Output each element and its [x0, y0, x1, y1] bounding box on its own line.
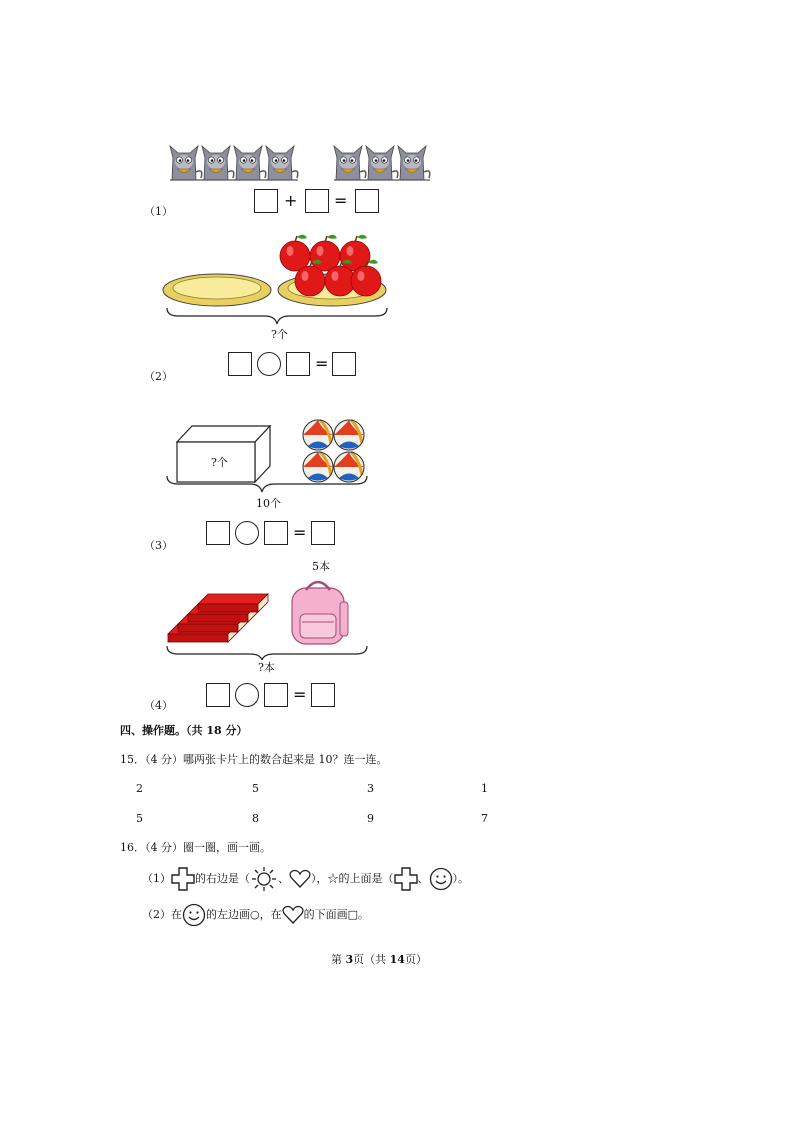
- answer-box[interactable]: [311, 521, 335, 545]
- card-number[interactable]: 1: [481, 782, 488, 795]
- sub-label: （1）: [142, 872, 171, 885]
- backpack-count-label: 5本: [312, 560, 330, 573]
- answer-box[interactable]: [206, 683, 230, 707]
- answer-box[interactable]: [228, 352, 252, 376]
- plates-apples-illustration: [160, 226, 400, 326]
- cross-icon: [171, 867, 195, 891]
- problem-3-label: （3）: [144, 539, 173, 552]
- problem-1-label: （1）: [144, 205, 173, 218]
- answer-box[interactable]: [305, 189, 329, 213]
- answer-box[interactable]: [355, 189, 379, 213]
- total-ten-label: 10个: [256, 497, 281, 510]
- total-books-unknown-label: ?本: [258, 661, 275, 674]
- page-footer: 第 3页（共 14页）: [331, 953, 427, 966]
- card-number[interactable]: 3: [367, 782, 374, 795]
- box-unknown-label: ?个: [211, 456, 228, 469]
- card-number[interactable]: 8: [252, 812, 259, 825]
- card-number[interactable]: 2: [136, 782, 143, 795]
- books-backpack-illustration: [160, 576, 380, 660]
- equals-sign: =: [334, 191, 348, 210]
- answer-box[interactable]: [206, 521, 230, 545]
- page-total: 14: [389, 953, 405, 966]
- equals-sign: =: [315, 354, 329, 373]
- box-balls-illustration: [160, 414, 380, 500]
- smiley-icon: [429, 867, 453, 891]
- answer-box[interactable]: [254, 189, 278, 213]
- equals-sign: =: [293, 685, 307, 704]
- answer-box[interactable]: [264, 683, 288, 707]
- cats-illustration: [160, 140, 440, 184]
- question-15-text: 15．（4 分）哪两张卡片上的数合起来是 10？连一连。: [120, 753, 388, 766]
- answer-box[interactable]: [332, 352, 356, 376]
- section-heading: 四、操作题。（共 18 分）: [120, 724, 248, 737]
- card-number[interactable]: 5: [136, 812, 143, 825]
- answer-box[interactable]: [286, 352, 310, 376]
- question-16-line-2: （2）在 的左边画○，在 的下面画□。: [142, 902, 369, 928]
- answer-box[interactable]: [311, 683, 335, 707]
- operator-circle[interactable]: [257, 352, 281, 376]
- heart-icon: [282, 905, 304, 925]
- plus-sign: +: [284, 191, 298, 210]
- cross-icon: [394, 867, 418, 891]
- smiley-icon: [182, 903, 206, 927]
- card-number[interactable]: 5: [252, 782, 259, 795]
- card-number[interactable]: 9: [367, 812, 374, 825]
- card-number[interactable]: 7: [481, 812, 488, 825]
- total-unknown-label: ?个: [271, 328, 288, 341]
- problem-2-label: （2）: [144, 370, 173, 383]
- question-16-line-1: （1） 的右边是（ 、 ），☆的上面是（ 、 ）。: [142, 866, 469, 892]
- question-16-text: 16．（4 分）圈一圈，画一画。: [120, 841, 271, 854]
- page-number: 3: [345, 953, 354, 966]
- problem-4-label: （4）: [144, 699, 173, 712]
- sun-icon: [250, 866, 278, 892]
- equals-sign: =: [293, 523, 307, 542]
- heart-icon: [289, 869, 311, 889]
- answer-box[interactable]: [264, 521, 288, 545]
- operator-circle[interactable]: [235, 521, 259, 545]
- operator-circle[interactable]: [235, 683, 259, 707]
